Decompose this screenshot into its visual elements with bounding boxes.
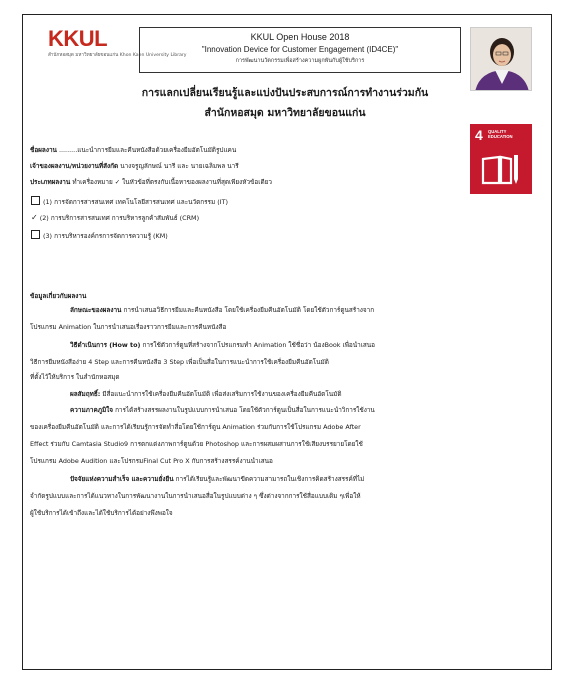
kkul-logo (48, 26, 187, 66)
results-line (70, 390, 342, 399)
pride-text-2: ของเครื่องยืมคืนอัตโนมัติ และการได้เรียนรู้การจัดทำสื่อโดยใช้การ์ตูน Animation ร่วมกับการใช้โปรแกรม Adobe After (30, 423, 361, 431)
option-km[interactable] (31, 230, 168, 241)
pride-label: ความภาคภูมิใจ (70, 406, 114, 414)
pride-text-3: Effect ร่วมกับ Camtasia Studio9 การตกแต่งภาพการ์ตูนด้วย Photoshop และการผสมผสานการใช้เสียงบรรยายโดยใช้ (30, 440, 363, 448)
option-label: (2) การบริการสารสนเทศ การบริหารลูกค้าสัมพันธ์ (CRM) (39, 214, 200, 222)
option-label: (1) การจัดการสารสนเทศ เทคโนโลยีสารสนเทศ และนวัตกรรม (IT) (43, 198, 229, 206)
page-title: การแลกเปลี่ยนเรียนรู้และแบ่งปันประสบการณ์การทำงานร่วมกัน (141, 87, 429, 99)
howto-text-3: ที่ตั้งไว้ให้บริการ ในสำนักหอสมุด (30, 373, 120, 381)
characteristics-label: ลักษณะของผลงาน (70, 306, 122, 314)
characteristics-text-2: โปรแกรม Animation ในการนำเสนอเรื่องราวการยืมและการคืนหนังสือ (30, 323, 227, 331)
success-text: การได้เรียนรู้และพัฒนาขีดความสามารถในเชิงการคิดสร้างสรรค์ที่ไม่ (173, 475, 365, 483)
howto-text-2: วิธีการยืมหนังสือง่าย 4 Step และการคืนหนังสือ 3 Step เพื่อเป็นสื่อในการแนะนำการใช้เครื่องยืมคืนอัตโนมัติ (30, 358, 329, 366)
option-label: (3) การบริหารองค์กรการจัดการความรู้ (KM) (43, 232, 168, 240)
unchecked-checkbox[interactable] (31, 196, 40, 205)
logo-subtext: สำนักหอสมุด มหาวิทยาลัยขอนแก่น Khon Kaen University Library (48, 53, 187, 58)
characteristics-text: การนำเสนอวิธีการยืมและคืนหนังสือ โดยใช้เครื่องยืมคืนอัตโนมัติ โดยใช้ตัวการ์ตูนสร้างจาก (121, 306, 375, 314)
header-box (139, 27, 461, 73)
howto-text: การใช้ตัวการ์ตูนที่สร้างจากโปรแกรมทำ Animation ใช้ชื่อว่า น้องBook เพื่อนำเสนอ (140, 341, 375, 349)
pride-line (70, 406, 375, 415)
type-instruction: ทำเครื่องหมาย ✓ ในหัวข้อที่ตรงกับเนื้อหาของผลงานที่สุดเพียงหัวข้อเดียว (70, 178, 272, 186)
option-crm[interactable] (31, 213, 199, 223)
header-theme: "Innovation Device for Customer Engagement (ID4CE)" (201, 45, 399, 54)
unchecked-checkbox[interactable] (31, 230, 40, 239)
header-theme-thai: การพัฒนานวัตกรรมเพื่อสร้างความผูกพันกับผู้ใช้บริการ (235, 58, 365, 64)
author-photo (470, 27, 532, 91)
howto-line (70, 341, 375, 350)
option-it[interactable] (31, 196, 228, 207)
characteristics-line (70, 306, 374, 315)
page-subtitle: สำนักหอสมุด มหาวิทยาลัยขอนแก่น (204, 107, 366, 119)
success-label: ปัจจัยแห่งความสำเร็จ และความยั่งยืน (70, 475, 174, 483)
results-text: มีสื่อแนะนำการใช้เครื่องยืมคืนอัตโนมัติ เพื่อส่งเสริมการใช้งานของเครื่องยืมคืนอัตโนมัติ (100, 390, 342, 398)
work-name-value: .........แนะนำการยืมและคืนหนังสือด้วยเครื่องยืมอัตโนมัติรูปแคน (56, 146, 237, 154)
work-name-label: ชื่อผลงาน (30, 146, 57, 154)
check-mark-icon[interactable]: ✓ (31, 213, 38, 222)
work-name-row (30, 146, 236, 155)
owner-label: เจ้าของผลงาน/หน่วยงานที่สังกัด (30, 162, 119, 170)
details-heading: ข้อมูลเกี่ยวกับผลงาน (30, 292, 87, 300)
type-row (30, 178, 272, 187)
howto-label: วิธีดำเนินการ (How to) (70, 341, 141, 349)
results-label: ผลสัมฤทธิ์: (70, 390, 101, 398)
success-text-2: จำกัดรูปแบบและการได้แนวทางในการพัฒนางานในการนำเสนอสื่อในรูปแบบต่าง ๆ ซึ่งต่างจากการใช้สื่อแบบเดิม ๆเพื่อให้ (30, 492, 361, 500)
pride-text: การได้สร้างสรรผลงานในรูปแบบการนำเสนอ โดยใช้ตัวการ์ตูนเป็นสื่อในการแนะนำวิการใช้งาน (113, 406, 375, 414)
pride-text-4: โปรแกรม Adobe Audition และโปรกรมFinal Cut Pro X กับการสร้างสรรค์งานนำเสนอ (30, 457, 273, 465)
sdg-quality-education-badge (470, 124, 532, 194)
owner-value: นางจรูญลักษณ์ นารี และ นายเฉลิมพล นารี (118, 162, 239, 170)
sdg-number: 4 (475, 127, 483, 143)
success-text-3: ผู้ใช้บริการได้เข้าถึงและได้ใช้บริการได้อย่างพึงพอใจ (30, 509, 173, 517)
owner-row (30, 162, 239, 171)
header-event: KKUL Open House 2018 (250, 32, 350, 42)
book-pencil-icon (481, 151, 521, 185)
success-line (70, 475, 364, 484)
sdg-label: QUALITY EDUCATION (488, 129, 513, 139)
type-label: ประเภทผลงาน (30, 178, 71, 186)
logo-text: KKUL (48, 26, 108, 51)
